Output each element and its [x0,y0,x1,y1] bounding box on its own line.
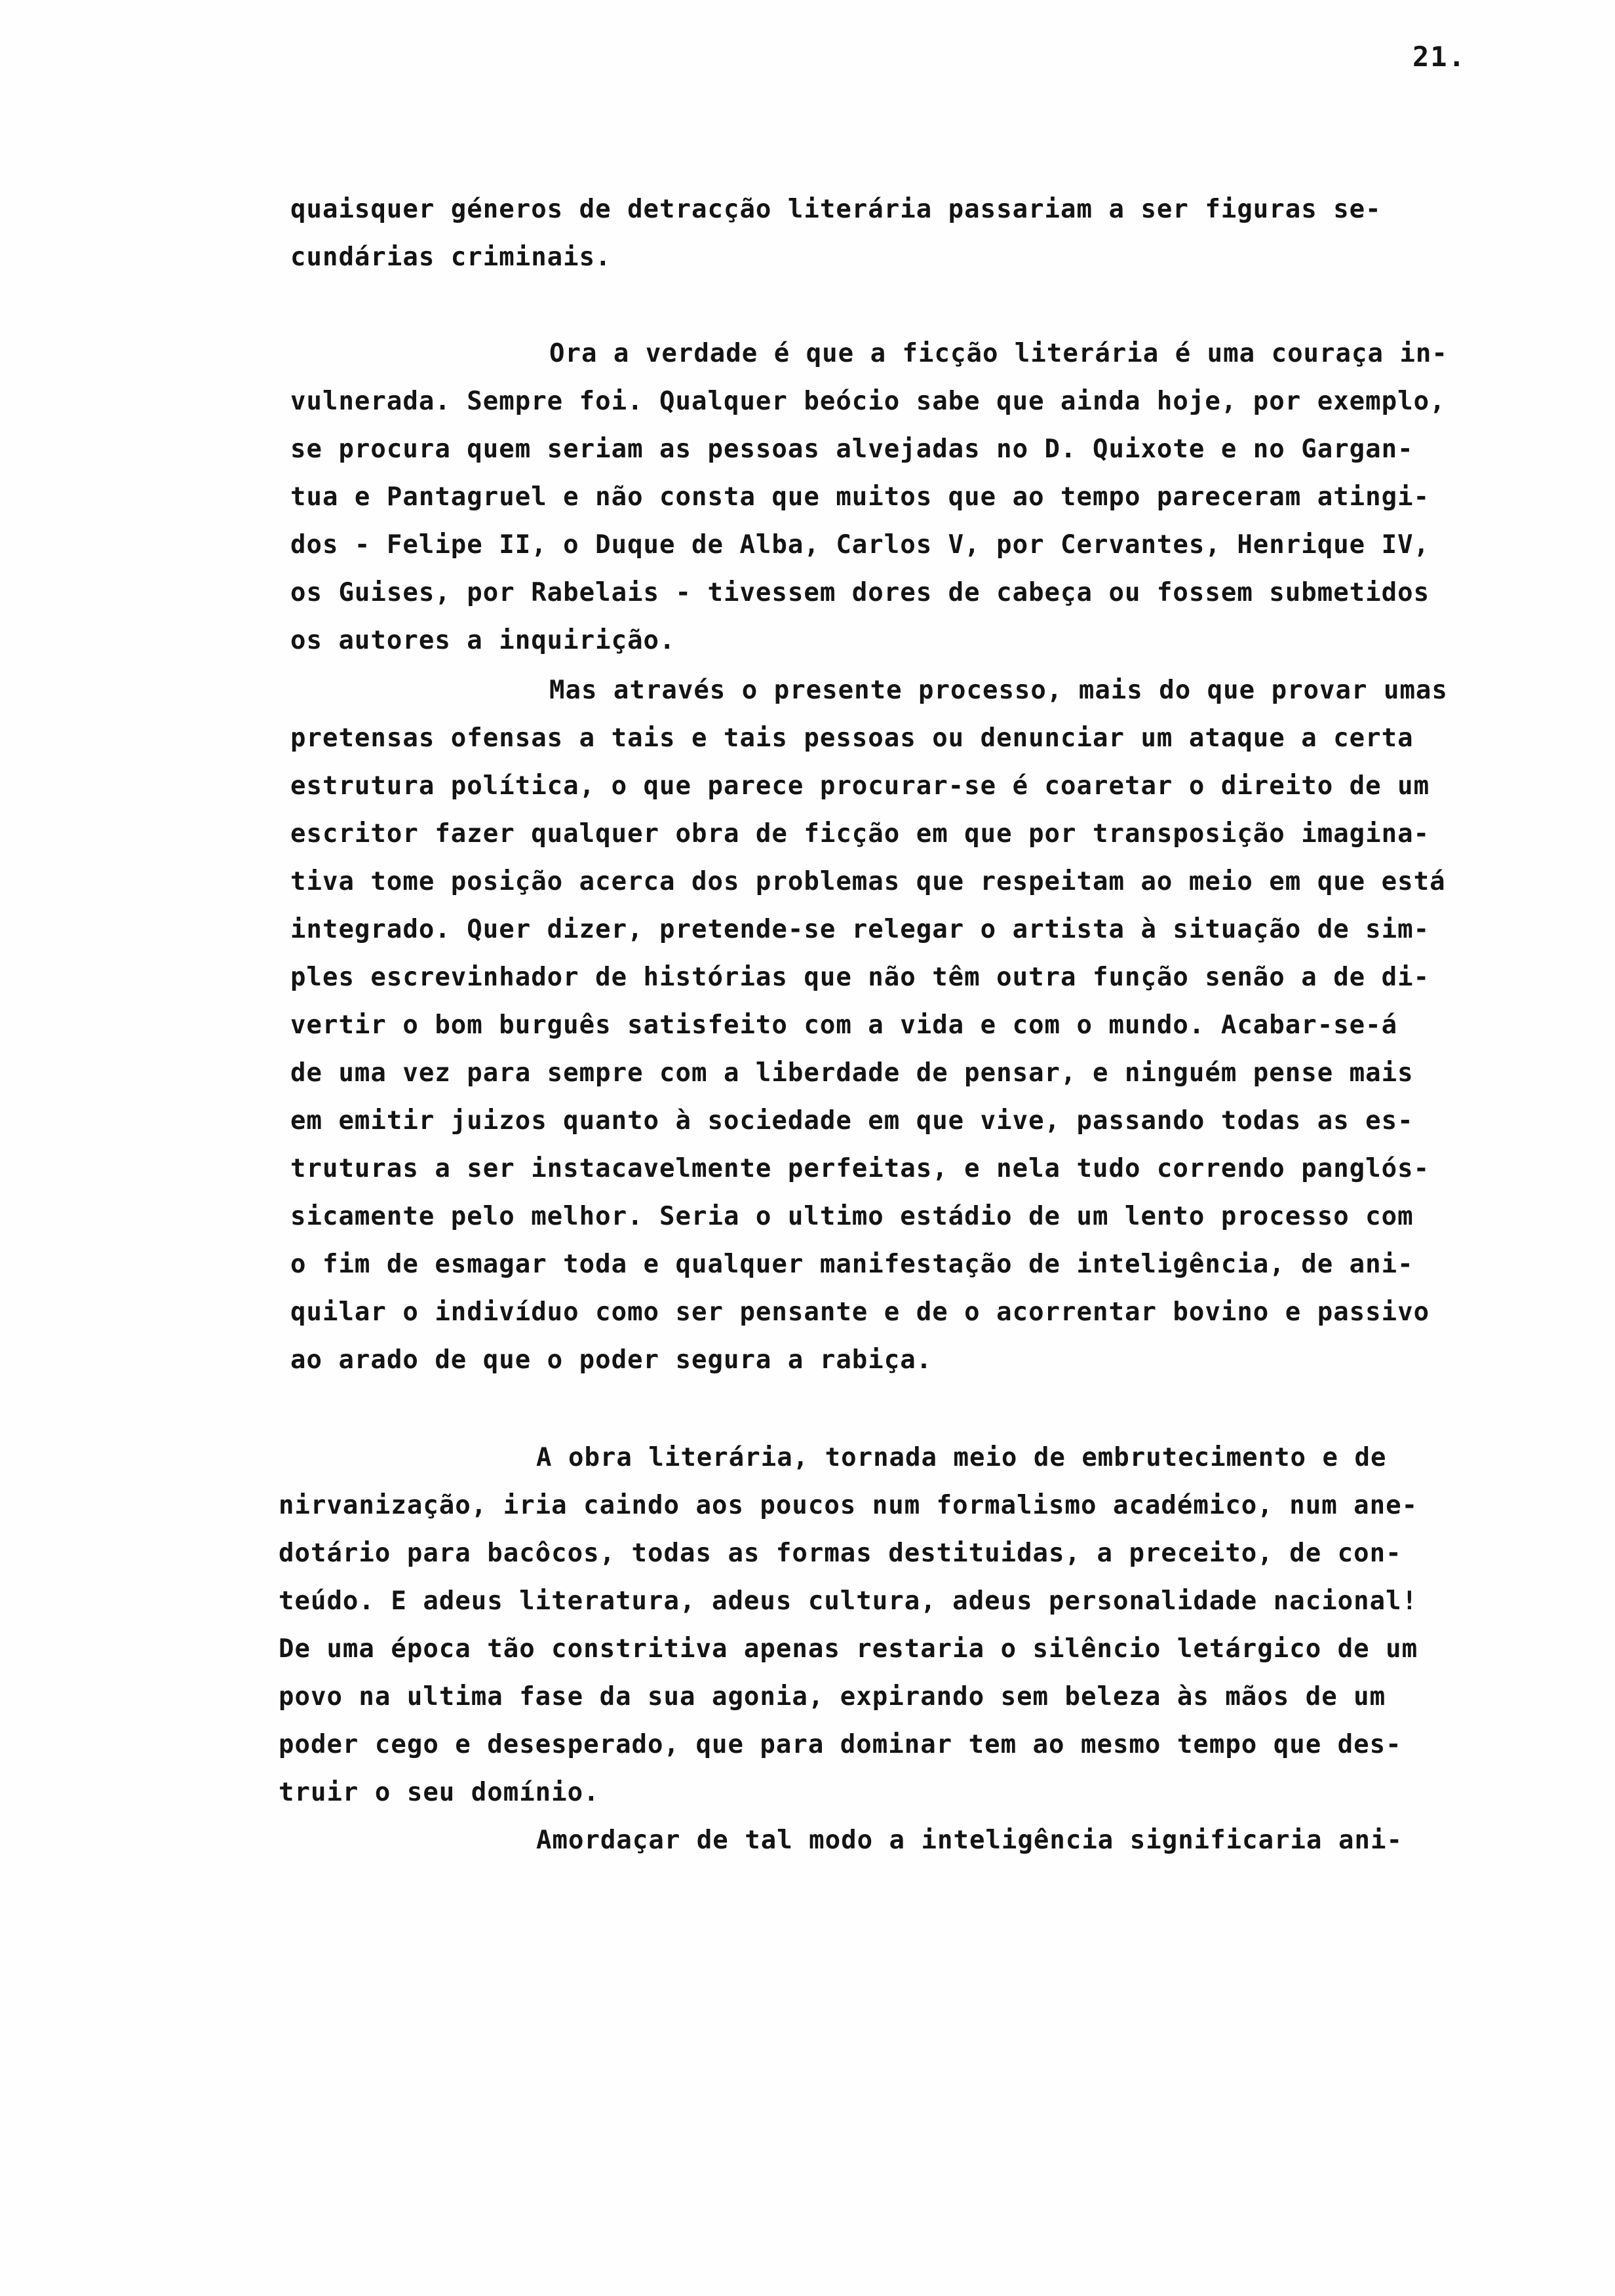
text-line: Ora a verdade é que a ficção literária é uma couraça in- [549,339,1448,368]
text-line: poder cego e desesperado, que para dominar tem ao mesmo tempo que des- [279,1730,1402,1759]
text-line: tua e Pantagruel e não consta que muitos que ao tempo pareceram atingi- [290,482,1430,512]
text-line: De uma época tão constritiva apenas restaria o silêncio letárgico de um [279,1634,1418,1664]
text-line: quilar o indivíduo como ser pensante e de o acorrentar bovino e passivo [290,1297,1430,1327]
text-line: se procura quem seriam as pessoas alvejadas no D. Quixote e no Gargan- [290,434,1414,464]
text-line: A obra literária, tornada meio de embrutecimento e de [536,1443,1387,1472]
text-line: de uma vez para sempre com a liberdade de pensar, e ninguém pense mais [290,1058,1414,1088]
text-line: tiva tome posição acerca dos problemas que respeitam ao meio em que está [290,867,1446,896]
text-line: dotário para bacôcos, todas as formas destituidas, a preceito, de con- [279,1539,1402,1568]
text-line: dos - Felipe II, o Duque de Alba, Carlos V, por Cervantes, Henrique IV, [290,530,1430,560]
page-number: 21. [1412,41,1466,73]
text-line: truir o seu domínio. [279,1778,600,1807]
text-line: vertir o bom burguês satisfeito com a vida e com o mundo. Acabar-se-á [290,1010,1398,1040]
text-line: o fim de esmagar toda e qualquer manifestação de inteligência, de ani- [290,1250,1414,1279]
text-line: vulnerada. Sempre foi. Qualquer beócio sabe que ainda hoje, por exemplo, [290,387,1446,416]
text-line: pretensas ofensas a tais e tais pessoas ou denunciar um ataque a certa [290,723,1414,753]
text-line: cundárias criminais. [290,242,612,272]
text-line: ples escrevinhador de histórias que não têm outra função senão a de di- [290,963,1430,992]
text-line: em emitir juizos quanto à sociedade em que vive, passando todas as es- [290,1106,1414,1136]
text-line: sicamente pelo melhor. Seria o ultimo estádio de um lento processo com [290,1202,1414,1231]
text-line: teúdo. E adeus literatura, adeus cultura, adeus personalidade nacional! [279,1586,1418,1616]
text-line: nirvanização, iria caindo aos poucos num formalismo académico, num ane- [279,1491,1418,1520]
text-line: Mas através o presente processo, mais do que provar umas [549,676,1448,705]
text-line: escritor fazer qualquer obra de ficção em que por transposição imagina- [290,819,1430,849]
text-line: Amordaçar de tal modo a inteligência significaria ani- [536,1826,1403,1855]
text-line: os Guises, por Rabelais - tivessem dores de cabeça ou fossem submetidos [290,578,1430,607]
text-line: os autores a inquirição. [290,626,676,655]
text-line: integrado. Quer dizer, pretende-se relegar o artista à situação de sim- [290,915,1430,944]
text-line: povo na ultima fase da sua agonia, expirando sem beleza às mãos de um [279,1682,1386,1712]
text-line: estrutura política, o que parece procurar-se é coaretar o direito de um [290,771,1430,801]
text-line: ao arado de que o poder segura a rabiça. [290,1345,933,1375]
text-line: quaisquer géneros de detracção literária passariam a ser figuras se- [290,195,1382,224]
text-line: truturas a ser instacavelmente perfeitas, e nela tudo correndo panglós- [290,1154,1430,1183]
